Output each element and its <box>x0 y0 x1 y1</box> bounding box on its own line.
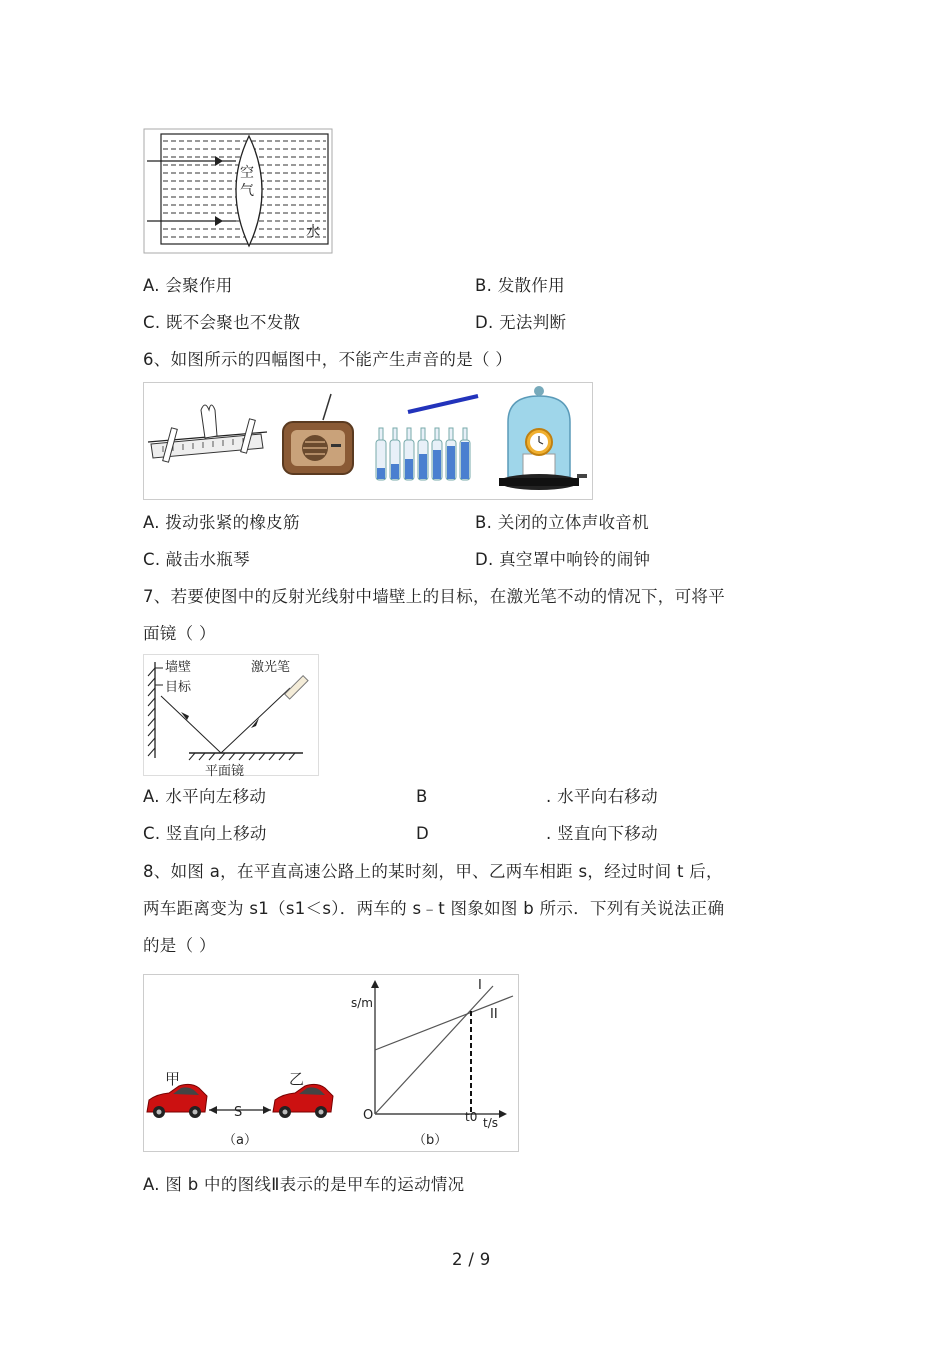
cars-st-graph-figure <box>143 974 519 1152</box>
q8-option-a: A. 图 b 中的图线Ⅱ表示的是甲车的运动情况 <box>143 1175 465 1194</box>
q7-option-c: C. 竖直向上移动 <box>143 824 267 843</box>
target-label: 目标 <box>165 680 192 695</box>
q6-stem: 6、如图所示的四幅图中，不能产生声音的是（ ） <box>143 350 513 369</box>
air-lens-in-water-figure <box>143 128 333 254</box>
q6-option-d: D. 真空罩中响铃的闹钟 <box>475 550 651 569</box>
line-i-label: I <box>478 978 482 993</box>
page-number: 2 / 9 <box>452 1250 491 1269</box>
car-jia-label: 甲 <box>165 1070 181 1088</box>
laser-pen-label: 激光笔 <box>251 660 291 675</box>
q7-option-d-letter: D <box>416 824 430 843</box>
q6-option-a: A. 拨动张紧的橡皮筋 <box>143 513 300 532</box>
t0-label: t0 <box>465 1110 478 1124</box>
q8-stem-line2: 两车距离变为 s1（s1＜s）．两车的 s﹣t 图象如图 b 所示．下列有关说法正确 <box>143 899 725 918</box>
laser-mirror-figure <box>143 654 319 779</box>
q6-option-b: B. 关闭的立体声收音机 <box>475 513 649 532</box>
mirror-label: 平面镜 <box>205 764 245 779</box>
distance-label: S <box>234 1105 243 1120</box>
origin-label: O <box>363 1108 374 1123</box>
q6-option-c: C. 敲击水瓶琴 <box>143 550 250 569</box>
q7-stem-line1: 7、若要使图中的反射光线射中墙壁上的目标，在激光笔不动的情况下，可将平 <box>143 587 725 606</box>
q7-stem-line2: 面镜（ ） <box>143 624 216 643</box>
y-axis-label: s/m <box>351 996 373 1010</box>
car-yi-label: 乙 <box>289 1070 305 1088</box>
caption-b: （b） <box>413 1133 448 1148</box>
q7-option-d-text: . 竖直向下移动 <box>546 824 658 843</box>
air-label: 空气 <box>240 165 254 199</box>
q5-option-a: A. 会聚作用 <box>143 276 233 295</box>
q5-option-b: B. 发散作用 <box>475 276 565 295</box>
q5-option-c: C. 既不会聚也不发散 <box>143 313 301 332</box>
q8-stem-line3: 的是（ ） <box>143 936 216 955</box>
line-ii-label: II <box>490 1007 498 1022</box>
water-label: 水 <box>306 224 320 240</box>
q7-option-b-text: . 水平向右移动 <box>546 787 658 806</box>
q5-option-d: D. 无法判断 <box>475 313 567 332</box>
q7-option-b-letter: B <box>416 787 428 806</box>
q8-stem-line1: 8、如图 a，在平直高速公路上的某时刻，甲、乙两车相距 s，经过时间 t 后， <box>143 862 723 881</box>
x-axis-label: t/s <box>483 1116 498 1130</box>
q7-option-a: A. 水平向左移动 <box>143 787 267 806</box>
caption-a: （a） <box>223 1133 257 1148</box>
wall-label: 墙壁 <box>165 660 192 675</box>
sound-sources-figure <box>143 382 593 500</box>
